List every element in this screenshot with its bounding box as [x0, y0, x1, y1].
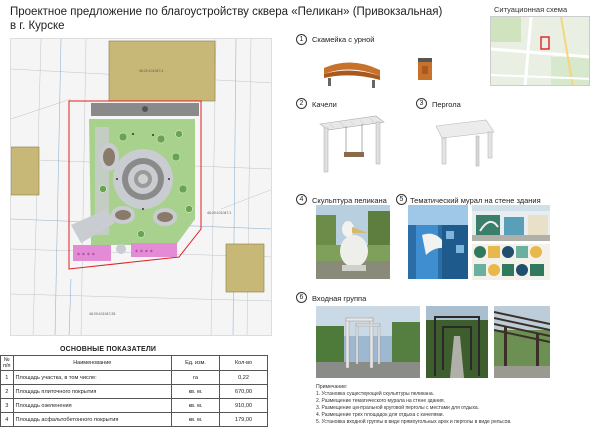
pelican-sculpture-image: [316, 205, 390, 279]
item-6-label: Входная группа: [312, 294, 367, 303]
item-3-number: 3: [416, 98, 427, 109]
situation-title: Ситуационная схема: [494, 5, 568, 14]
item-4-label: Скульптура пеликана: [312, 196, 387, 205]
row-num: 4: [1, 413, 14, 427]
stats-header-row: [1, 356, 268, 371]
site-plan-drawing: [11, 39, 272, 336]
row-name: Площадь асфальтобетонного покрытия: [13, 413, 172, 427]
row-qty: 0,22: [220, 371, 268, 385]
title-line-2: в г. Курске: [10, 20, 65, 32]
item-5-number: 5: [396, 194, 407, 205]
building-east: [226, 244, 264, 292]
cadastral-label-top: 46:29:101047:4: [139, 69, 164, 73]
row-name: Площадь участка, в том числе:: [13, 371, 172, 385]
item-5-label: Тематический мурал на стене здания: [410, 196, 541, 205]
row-num: 2: [1, 385, 14, 399]
row-unit: кв. м.: [172, 413, 220, 427]
cadastral-label-mid: 46:29:101047:1: [207, 211, 232, 215]
entrance-group-image-1: [316, 306, 420, 378]
bench-image: [318, 50, 384, 90]
stats-title: ОСНОВНЫЕ ПОКАЗАТЕЛИ: [60, 346, 157, 353]
mural-image-1: [408, 205, 468, 279]
situation-map: [490, 16, 590, 86]
table-row: [1, 413, 268, 427]
table-row: [1, 399, 268, 413]
row-num: 3: [1, 399, 14, 413]
notes-heading: Примечание:: [316, 384, 348, 390]
row-unit: кв. м.: [172, 399, 220, 413]
entrance-group-image-2: [426, 306, 488, 378]
mural-pattern-image: [472, 244, 550, 280]
row-unit: кв. м.: [172, 385, 220, 399]
header-name: Наименование: [13, 356, 172, 371]
entrance-group-image-3: [494, 306, 550, 378]
title-line-1: Проектное предложение по благоустройству сквера «Пеликан» (Привокзальная): [10, 6, 443, 18]
mural-image-2: [472, 205, 550, 241]
note-item: 1. Установка существующей скульптуры пеликана.: [316, 391, 434, 397]
site-plan: [10, 38, 272, 336]
item-1-number: 1: [296, 34, 307, 45]
note-item: 3. Размещение центральной круговой перголы с местами для отдыха.: [316, 405, 480, 411]
stats-table: [0, 355, 268, 427]
note-item: 2. Размещение тематического мурала на стене здания.: [316, 398, 446, 404]
item-2-label: Качели: [312, 100, 337, 109]
header-qty: Кол-во: [220, 356, 268, 371]
note-item: 5. Установка входной группы в виде прямоугольных арок и перголы в виде рельсов.: [316, 419, 512, 425]
header-num: № п/п: [1, 356, 14, 371]
pergola-image: [432, 114, 498, 168]
row-qty: 670,00: [220, 385, 268, 399]
row-qty: 910,00: [220, 399, 268, 413]
item-2-number: 2: [296, 98, 307, 109]
page-title: [10, 5, 470, 33]
urn-image: [416, 54, 434, 82]
row-name: Площадь озеленения: [13, 399, 172, 413]
row-unit: га: [172, 371, 220, 385]
item-3-label: Пергола: [432, 100, 461, 109]
svg-text:* * * *: * * * *: [77, 252, 95, 259]
item-1-label: Скамейка с урной: [312, 35, 375, 44]
building-west: [11, 147, 39, 195]
row-qty: 179,00: [220, 413, 268, 427]
row-num: 1: [1, 371, 14, 385]
cadastral-label-bottom: 46:29:101047:28: [89, 312, 116, 316]
table-row: [1, 371, 268, 385]
notes: [316, 384, 596, 426]
item-4-number: 4: [296, 194, 307, 205]
note-item: 4. Размещение трех площадок для отдыха с качелями.: [316, 412, 444, 418]
table-row: [1, 385, 268, 399]
item-6-number: 6: [296, 292, 307, 303]
svg-text:* * * *: * * * *: [135, 249, 153, 256]
swing-image: [316, 112, 388, 174]
row-name: Площадь плиточного покрытия: [13, 385, 172, 399]
header-unit: Ед. изм.: [172, 356, 220, 371]
